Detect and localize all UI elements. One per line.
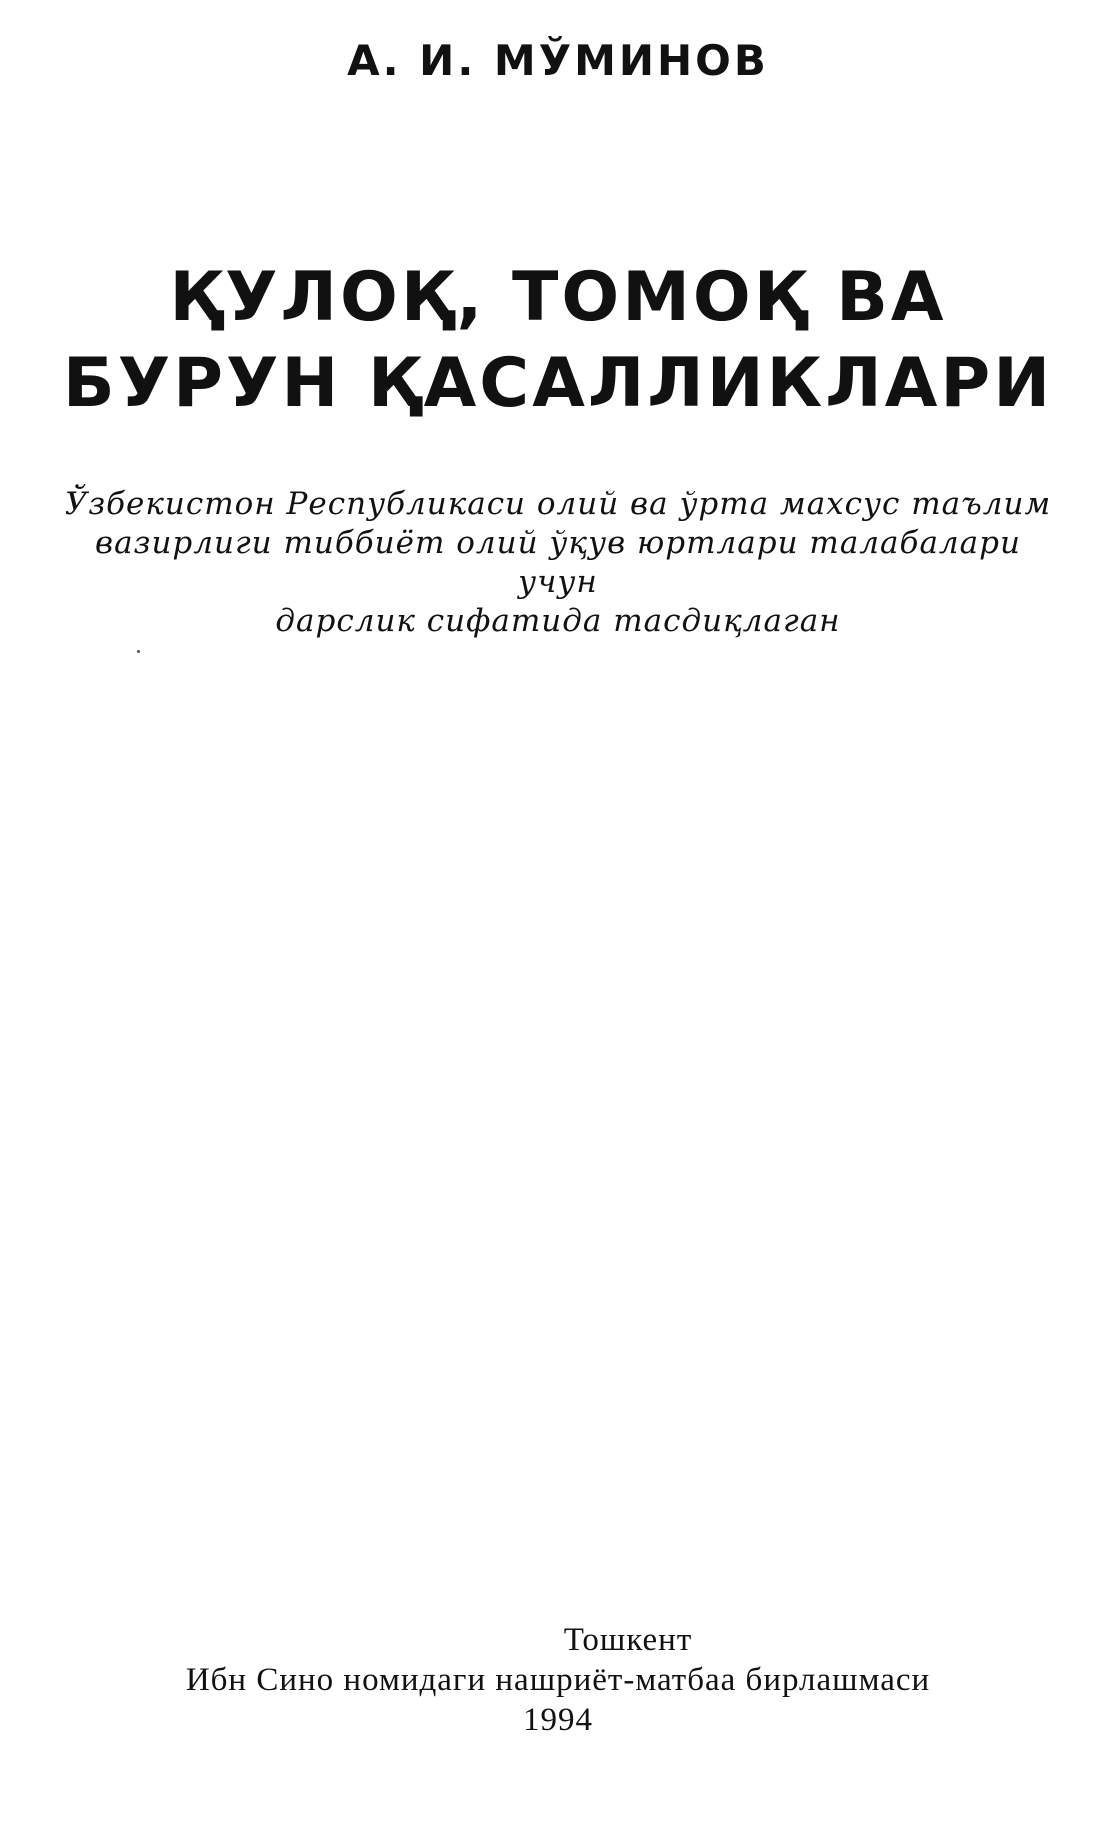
imprint-year: 1994: [523, 1702, 593, 1738]
book-title-line-2: БУРУН ҚАСАЛЛИКЛАРИ: [62, 344, 1054, 423]
approval-statement: [60, 485, 1056, 641]
book-title: [0, 255, 1116, 427]
author-name: А. И. МЎМИНОВ: [347, 36, 769, 85]
print-speck: [137, 650, 140, 653]
approval-line-2: вазирлиги тиббиёт олий ўқув юртлари талабалари учун: [95, 525, 1021, 600]
imprint: [100, 1620, 1016, 1740]
imprint-city: Тошкент: [563, 1622, 693, 1658]
approval-line-1: Ўзбекистон Республикаси олий ва ўрта махсус таълим: [64, 486, 1052, 522]
book-title-line-1: ҚУЛОҚ, ТОМОҚ ВА: [169, 258, 947, 337]
approval-line-3: дарслик сифатида тасдиқлаган: [275, 603, 841, 639]
imprint-publisher: Ибн Сино номидаги нашриёт-матбаа бирлашмаси: [185, 1662, 931, 1698]
